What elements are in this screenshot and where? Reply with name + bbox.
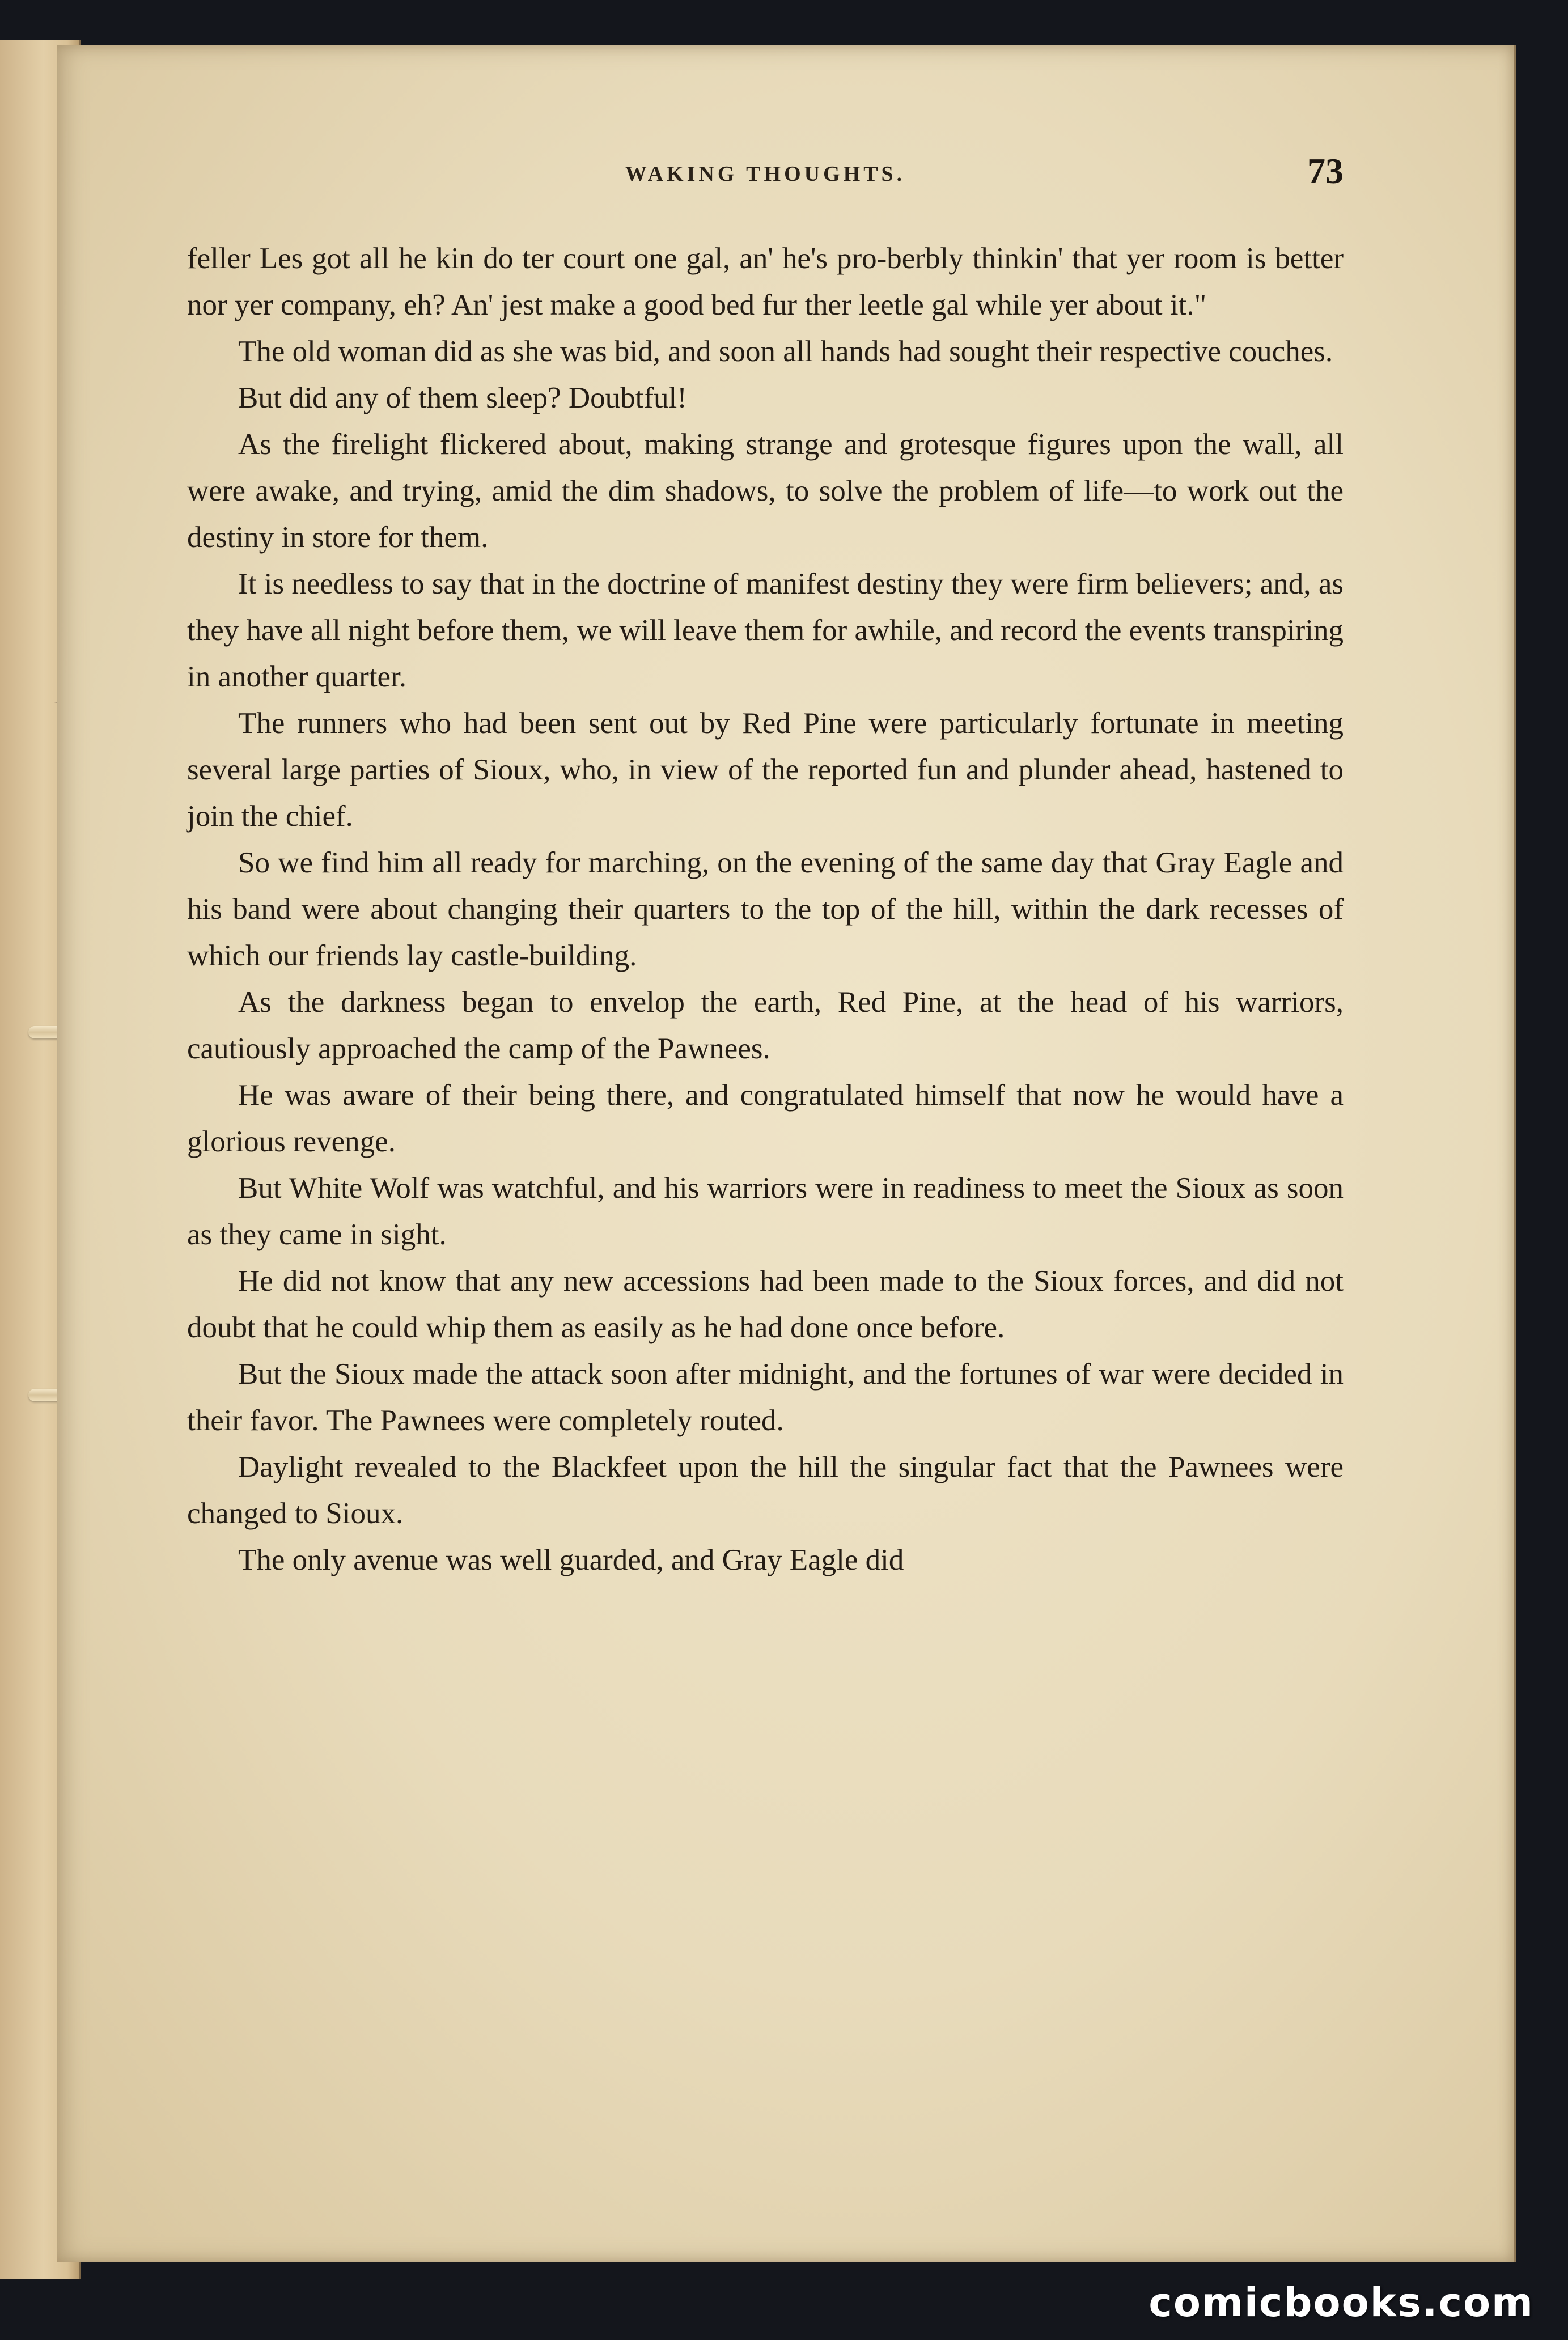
paragraph: As the darkness began to envelop the earth, Red Pine, at the head of his warriors, cautiously approached the camp of the Pawnees. <box>187 986 1344 1065</box>
paragraph: So we find him all ready for marching, on the evening of the same day that Gray Eagle and his band were about changing their quarters to the top of the hill, within the dark recesses of which our friends lay castle-building. <box>187 846 1344 972</box>
watermark: comicbooks.com <box>1149 2279 1534 2326</box>
paragraph: It is needless to say that in the doctrine of manifest destiny they were firm believers; and, as they have all night before them, we will leave them for awhile, and record the events transpiring in another quarter. <box>187 567 1344 693</box>
paragraph: But White Wolf was watchful, and his warriors were in readiness to meet the Sioux as soon as they came in sight. <box>187 1172 1344 1251</box>
body-text <box>187 235 1344 1583</box>
paragraph: As the firelight flickered about, making strange and grotesque figures upon the wall, all were awake, and trying, amid the dim shadows, to solve the problem of life—to work out the destiny in store for them. <box>187 428 1344 554</box>
paragraph: But the Sioux made the attack soon after midnight, and the fortunes of war were decided in their favor. The Pawnees were completely routed. <box>187 1358 1344 1437</box>
paragraph: He did not know that any new accessions had been made to the Sioux forces, and did not doubt that he could whip them as easily as he had done once before. <box>187 1265 1344 1344</box>
page-number: 73 <box>1307 151 1344 191</box>
running-head <box>187 150 1344 213</box>
paragraph: Daylight revealed to the Blackfeet upon the hill the singular fact that the Pawnees were changed to Sioux. <box>187 1451 1344 1530</box>
paragraph: feller Les got all he kin do ter court one gal, an' he's pro-berbly thinkin' that yer room is better nor yer company, eh? An' jest make a good bed fur ther leetle gal while yer about it." <box>187 242 1344 321</box>
paragraph: He was aware of their being there, and congratulated himself that now he would have a glorious revenge. <box>187 1079 1344 1158</box>
paragraph: The old woman did as she was bid, and soon all hands had sought their respective couches. <box>238 335 1333 368</box>
paragraph: The only avenue was well guarded, and Gray Eagle did <box>238 1544 904 1576</box>
paragraph: The runners who had been sent out by Red Pine were particularly fortunate in meeting several large parties of Sioux, who, in view of the reported fun and plunder ahead, hastened to join the chief. <box>187 707 1344 833</box>
paragraph: But did any of them sleep? Doubtful! <box>238 381 687 414</box>
running-title: WAKING THOUGHTS. <box>625 162 906 186</box>
